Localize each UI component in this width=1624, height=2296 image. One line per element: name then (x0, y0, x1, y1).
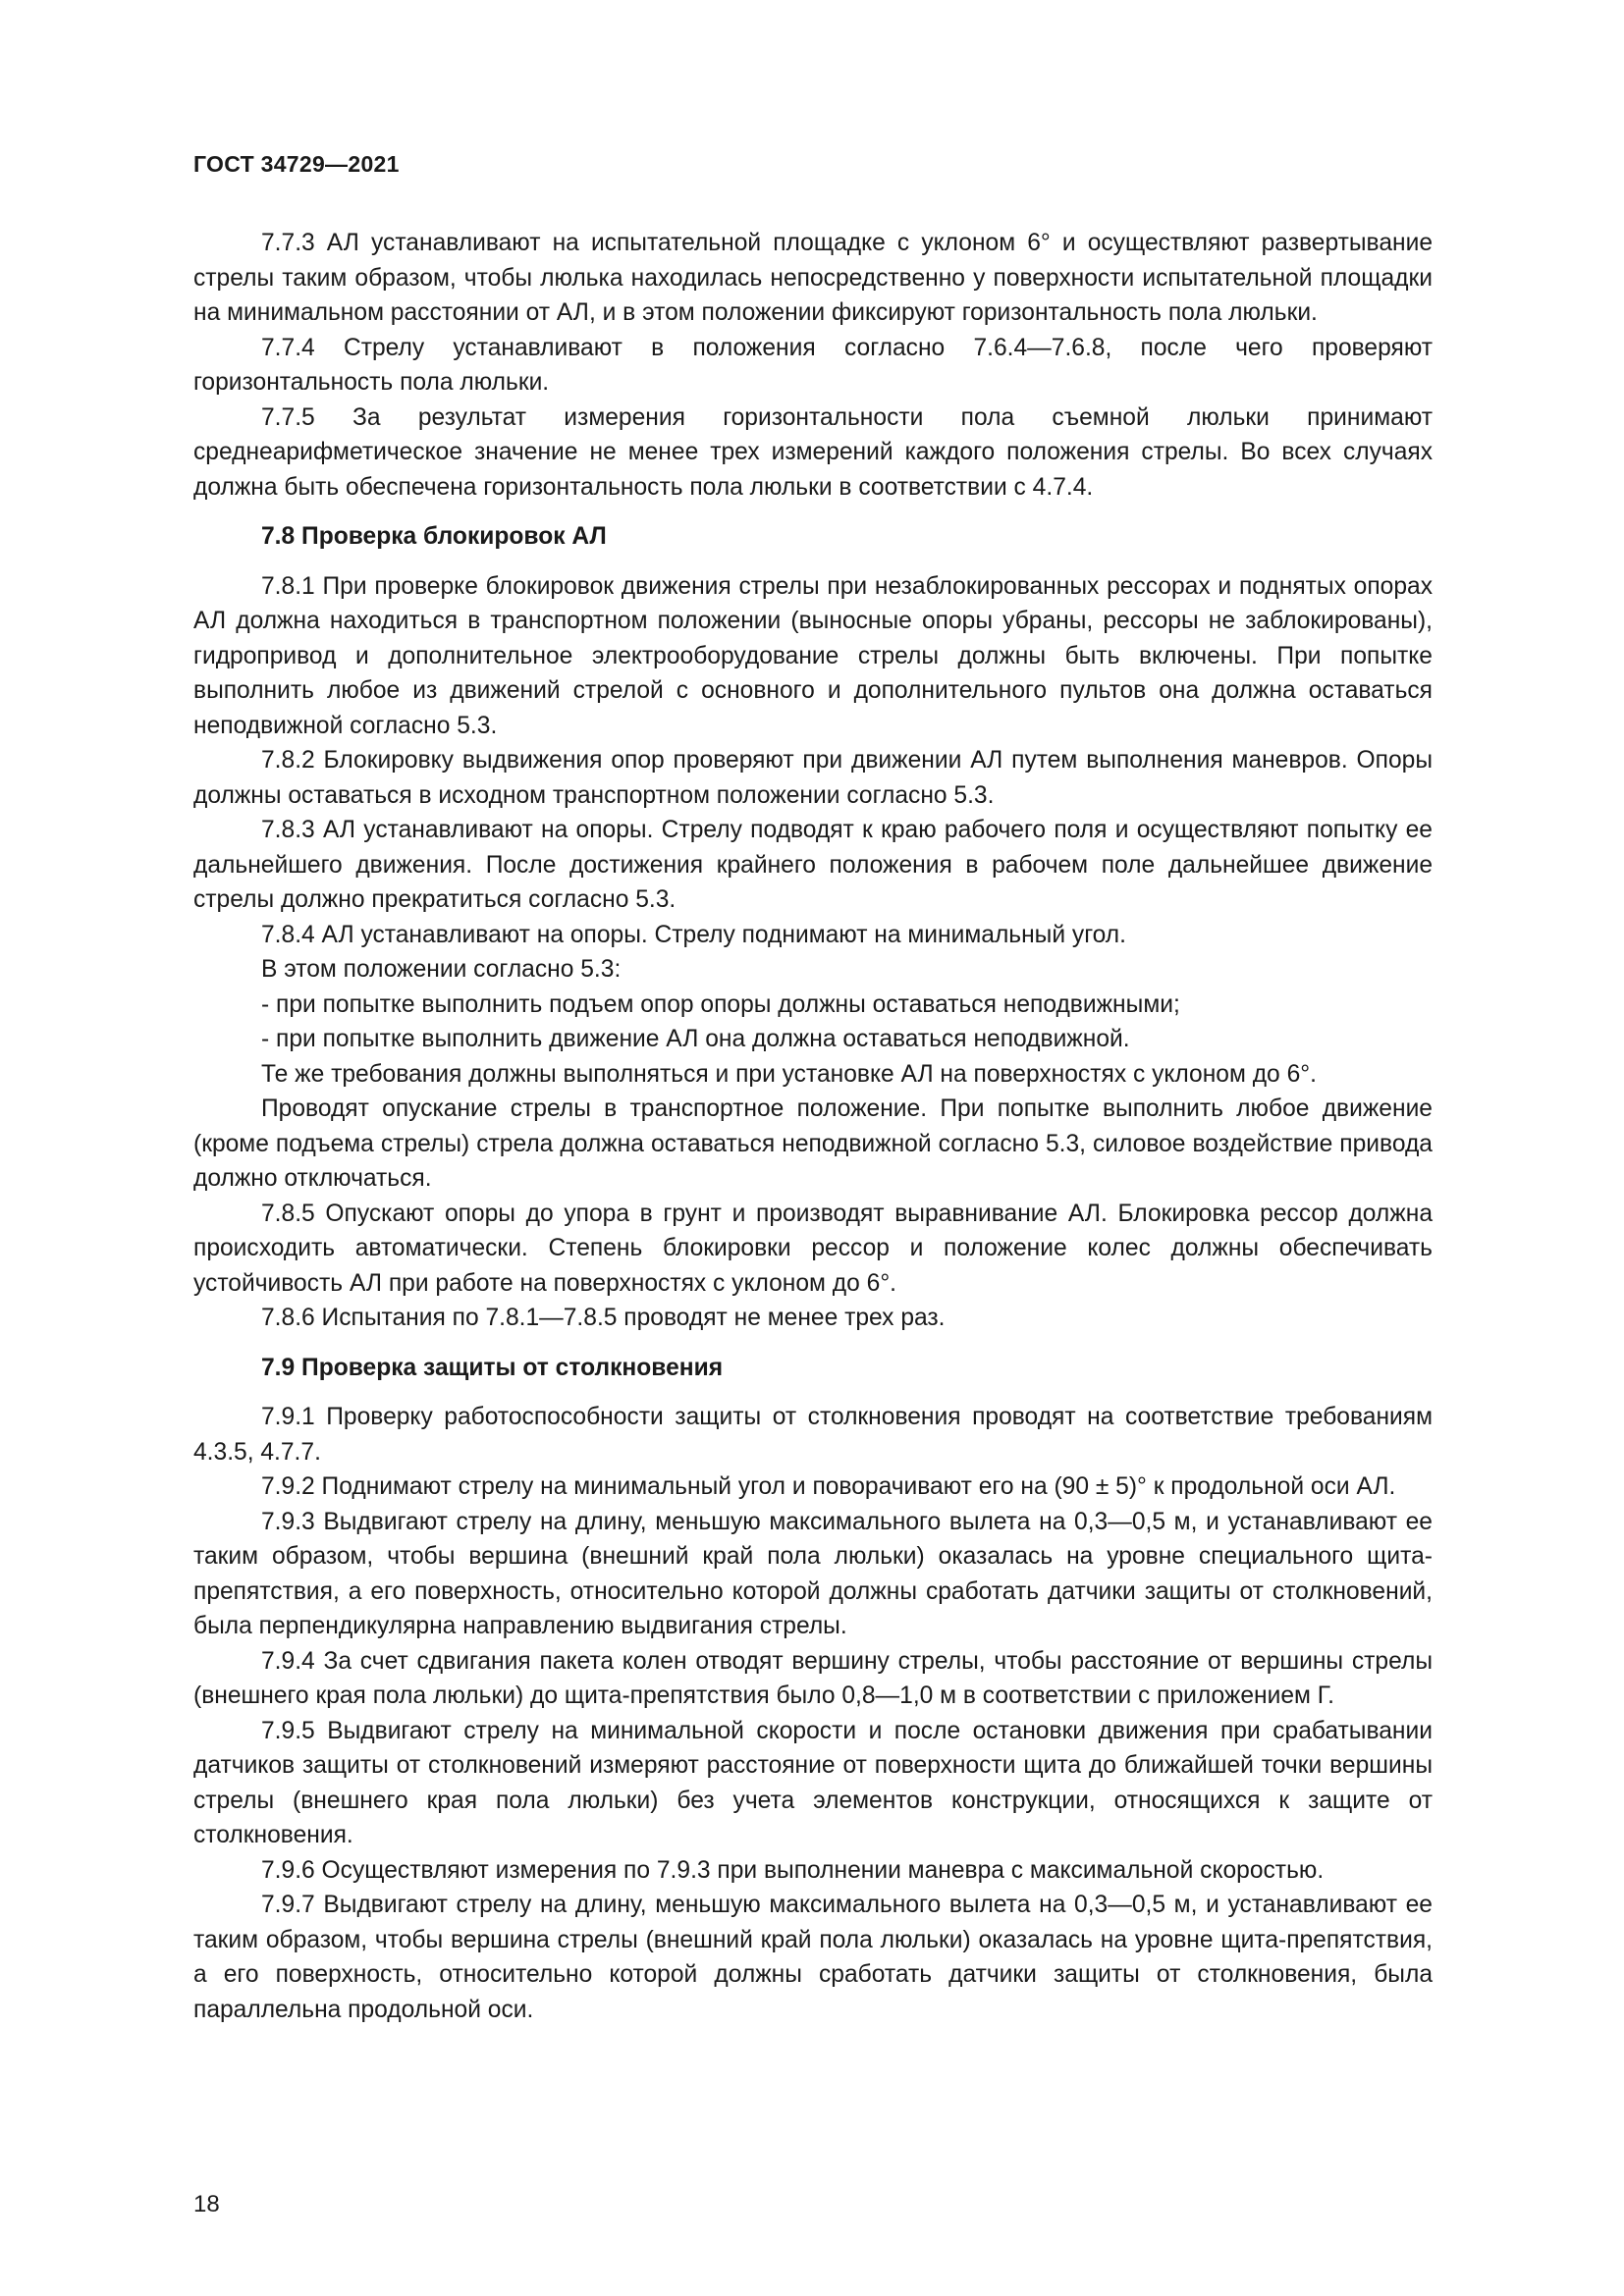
paragraph-same-requirements: Те же требования должны выполняться и при установке АЛ на поверхностях с уклоном до 6°. (261, 1060, 1317, 1088)
paragraph-7-8-6: 7.8.6 Испытания по 7.8.1—7.8.5 проводят не менее трех раз. (261, 1305, 946, 1331)
paragraph-7-9-7: 7.9.7 Выдвигают стрелу на длину, меньшую максимального вылета на 0,3—0,5 м, и устанавливают ее таким образом, чтобы вершина стрелы (внешний край пола люльки) оказалась на уровне щита-препятствия, а его поверхность, относительно которой должны сработать датчики защиты от столкновения, была параллельна продольной оси. (193, 1892, 1433, 2023)
paragraph-7-7-3: 7.7.3 АЛ устанавливают на испытательной площадке с уклоном 6° и осуществляют развертывание стрелы таким образом, чтобы люлька находилась непосредственно у поверхности испытательной площадки на минимальном расстоянии от АЛ, и в этом положении фиксируют горизонтальность пола люльки. (193, 230, 1433, 326)
paragraph-lowering: Проводят опускание стрелы в транспортное положение. При попытке выполнить любое движение (кроме подъема стрелы) стрела должна оставаться неподвижной согласно 5.3, силовое воздействие привода должно отключаться. (193, 1095, 1433, 1192)
paragraph-7-8-4: 7.8.4 АЛ устанавливают на опоры. Стрелу поднимают на минимальный угол. (261, 921, 1126, 948)
document-header-title: ГОСТ 34729—2021 (193, 151, 400, 177)
paragraph-7-8-1: 7.8.1 При проверке блокировок движения стрелы при незаблокированных рессорах и поднятых опорах АЛ должна находиться в транспортном положении (выносные опоры убраны, рессоры не заблокированы), гидропривод и дополнительное электрооборудование стрелы должны быть включены. При попытке выполнить любое из движений стрелой с основного и дополнительного пультов она должна оставаться неподвижной согласно 5.3. (193, 572, 1433, 739)
paragraph-7-8-5: 7.8.5 Опускают опоры до упора в грунт и производят выравнивание АЛ. Блокировка рессор должна происходить автоматически. Степень блокировки рессор и положение колес должны обеспечивать устойчивость АЛ при работе на поверхностях с уклоном до 6°. (193, 1200, 1433, 1297)
paragraph-7-9-6: 7.9.6 Осуществляют измерения по 7.9.3 при выполнении маневра с максимальной скоростью. (261, 1856, 1325, 1884)
paragraph-7-9-5: 7.9.5 Выдвигают стрелу на минимальной скорости и после остановки движения при срабатывании датчиков защиты от столкновений измеряют расстояние от поверхности щита до ближайшей точки вершины стрелы (внешнего края пола люльки) без учета элементов конструкции, относящихся к защите от столкновения. (193, 1717, 1433, 1848)
paragraph-7-7-4: 7.7.4 Стрелу устанавливают в положения согласно 7.6.4—7.6.8, после чего проверяют горизонтальность пола люльки. (193, 334, 1433, 396)
paragraph-7-9-3: 7.9.3 Выдвигают стрелу на длину, меньшую максимального вылета на 0,3—0,5 м, и устанавливают ее таким образом, чтобы вершина (внешний край пола люльки) оказалась на уровне специального щита-препятствия, а его поверхность, относительно которой должны сработать датчики защиты от столкновений, была перпендикулярна направлению выдвигания стрелы. (193, 1508, 1433, 1639)
paragraph-7-8-3: 7.8.3 АЛ устанавливают на опоры. Стрелу подводят к краю рабочего поля и осуществляют попытку ее дальнейшего движения. После достижения крайнего положения в рабочем поле дальнейшее движение стрелы должно прекратиться согласно 5.3. (193, 817, 1433, 913)
paragraph-7-7-5: 7.7.5 За результат измерения горизонтальности пола съемной люльки принимают среднеарифметическое значение не менее трех измерений каждого положения стрелы. Во всех случаях должна быть обеспечена горизонтальность пола люльки в соответствии с 4.7.4. (193, 403, 1433, 501)
list-item-dash-1: - при попытке выполнить подъем опор опоры должны оставаться неподвижными; (261, 990, 1180, 1018)
list-item-dash-2: - при попытке выполнить движение АЛ она должна оставаться неподвижной. (261, 1026, 1130, 1052)
section-heading-7-9: 7.9 Проверка защиты от столкновения (261, 1354, 724, 1381)
section-heading-7-8: 7.8 Проверка блокировок АЛ (261, 523, 607, 550)
page-number: 18 (193, 2191, 220, 2217)
document-body (193, 226, 1433, 2027)
paragraph-position: В этом положении согласно 5.3: (261, 956, 622, 983)
paragraph-7-9-4: 7.9.4 За счет сдвигания пакета колен отводят вершину стрелы, чтобы расстояние от вершины стрелы (внешнего края пола люльки) до щита-препятствия было 0,8—1,0 м в соответствии с приложением Г. (193, 1647, 1433, 1709)
paragraph-7-8-2: 7.8.2 Блокировку выдвижения опор проверяют при движении АЛ путем выполнения маневров. Опоры должны оставаться в исходном транспортном положении согласно 5.3. (193, 747, 1433, 809)
paragraph-7-9-1: 7.9.1 Проверку работоспособности защиты от столкновения проводят на соответствие требованиям 4.3.5, 4.7.7. (193, 1404, 1433, 1466)
paragraph-7-9-2: 7.9.2 Поднимают стрелу на минимальный угол и поворачивают его на (90 ± 5)° к продольной оси АЛ. (261, 1473, 1396, 1500)
